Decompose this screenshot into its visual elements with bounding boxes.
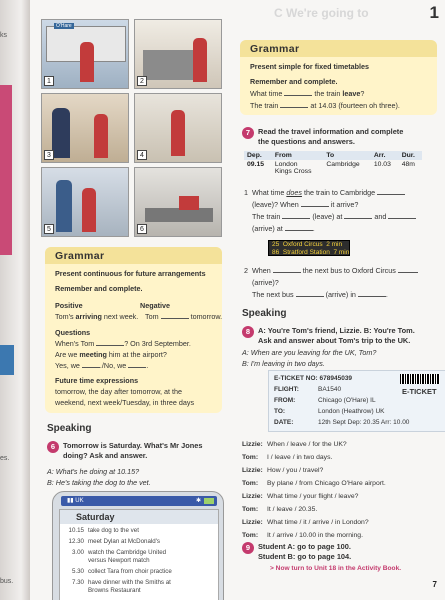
expressions-line: tomorrow, the day after tomorrow, at the	[55, 387, 183, 396]
answer-blank[interactable]	[82, 361, 100, 368]
answer-blank[interactable]	[344, 212, 372, 219]
dialogue-line: Tom: It / leave / 20.35.	[242, 506, 318, 513]
grammar-instruction: Remember and complete.	[250, 77, 338, 86]
grammar-line: What time the train leave?	[250, 89, 365, 98]
question-line: Are we meeting him at the airport?	[55, 350, 167, 359]
boy-figure	[80, 42, 94, 82]
negative-label: Negative	[140, 301, 170, 310]
exercise-number: 7	[242, 127, 254, 139]
diary-entry: 5.30 collect Tara from choir practice	[71, 568, 172, 575]
boy-figure	[94, 114, 108, 158]
exercise-number: 6	[47, 441, 59, 453]
dialogue-line: Lizzie: How / you / travel?	[242, 467, 324, 474]
timetable-cell: London Kings Cross	[274, 161, 312, 175]
station-banner: O'Hare	[56, 23, 72, 29]
question-line: (leave)? When it arrive?	[252, 200, 359, 209]
bluetooth-icon: ✱	[195, 498, 201, 504]
speaking-heading: Speaking	[242, 308, 287, 319]
illustration-panel	[134, 167, 222, 237]
example-b-line: B: I'm leaving in two days.	[242, 359, 325, 368]
bus-board-row: 25 Oxford Circus 2 min	[272, 241, 343, 248]
dialogue-line: Tom: I / leave / in two days.	[242, 454, 333, 461]
answer-blank[interactable]	[358, 290, 386, 297]
exercise-instruction: A: You're Tom's friend, Lizzie. B: You're Tom. Ask and answer about Tom's trip to the UK.	[258, 326, 415, 345]
barcode-icon	[400, 374, 440, 384]
prev-page-fragment: ks	[0, 32, 7, 39]
panel-number: 2	[137, 76, 147, 86]
diary-entry: 7.30 have dinner with the Smiths at	[71, 579, 171, 586]
short-answer-line: Yes, we ./No, we .	[55, 361, 149, 370]
answer-blank[interactable]	[388, 212, 416, 219]
question-line: 1 What time does the train to Cambridge	[244, 188, 405, 197]
expressions-label: Future time expressions	[55, 376, 139, 385]
illustration-panel	[41, 19, 129, 89]
ticket-row: FROM: Chicago (O'Hare) IL	[274, 397, 376, 404]
answer-blank[interactable]	[96, 339, 124, 346]
ticket-number: E-TICKET NO: 678945039	[274, 375, 353, 382]
previous-page-edge	[0, 0, 30, 600]
ticket-row: FLIGHT: BA1540	[274, 386, 342, 393]
timetable-cell: 10.03	[373, 161, 391, 168]
carrier-label: UK	[75, 498, 84, 504]
positive-label: Positive	[55, 301, 83, 310]
unit-number: 1	[429, 3, 439, 22]
timetable-cell: Cambridge	[326, 161, 360, 168]
panel-number: 3	[44, 150, 54, 160]
textbook-page	[30, 0, 445, 600]
grammar-title: Grammar	[250, 43, 300, 55]
phone-status-bar	[61, 496, 217, 506]
phone-screen	[59, 509, 219, 600]
panel-number: 6	[137, 224, 147, 234]
answer-line: The next bus (arrive) in .	[252, 290, 388, 299]
e-ticket	[268, 370, 445, 432]
timetable-header: Dep.	[244, 151, 272, 160]
boy-figure	[193, 38, 207, 82]
timetable-header: From	[272, 151, 324, 160]
ticket-row: TO: London (Heathrow) UK	[274, 408, 385, 415]
exercise-number: 9	[242, 542, 254, 554]
ticket-row: DATE: 12th Sept Dep: 20.35 Arr: 10.00	[274, 419, 410, 426]
grammar-line: The train at 14.03 (fourteen oh three).	[250, 101, 400, 110]
prev-page-blue-box	[0, 345, 14, 375]
diary-entry: 12.30 meet Dylan at McDonald's	[68, 538, 161, 545]
panel-number: 5	[44, 224, 54, 234]
page-number: 7	[432, 580, 437, 589]
speaking-heading: Speaking	[47, 423, 92, 434]
example-b-line: B: He's taking the dog to the vet.	[47, 478, 151, 487]
timetable-header: Arr.	[371, 151, 399, 160]
answer-blank[interactable]	[128, 361, 146, 368]
dialogue-line: Lizzie: What time / it / arrive / in London?	[242, 519, 369, 526]
boy-figure	[171, 110, 185, 156]
grammar-subtitle: Present continuous for future arrangements	[55, 269, 206, 278]
prev-page-pink-photo	[0, 85, 12, 255]
activity-book-link: > Now turn to Unit 18 in the Activity Book.	[270, 565, 402, 572]
dialogue-line: Tom: By plane / from Chicago O'Hare airport.	[242, 480, 386, 487]
man-figure	[56, 180, 72, 232]
answer-line: The train (leave) at and	[252, 212, 416, 221]
grammar-box-continuous	[45, 247, 222, 413]
answer-blank[interactable]	[377, 188, 405, 195]
eticket-label: E-TICKET	[402, 387, 437, 396]
positive-example: Tom's arriving next week.	[55, 312, 139, 321]
dialogue-line: Lizzie: What time / your flight / leave?	[242, 493, 359, 500]
checkin-desk	[143, 50, 193, 80]
battery-icon	[204, 498, 214, 504]
answer-blank[interactable]	[161, 312, 189, 319]
answer-blank[interactable]	[273, 266, 301, 273]
phone-diary	[52, 491, 224, 600]
prev-page-fragment: bus.	[0, 578, 14, 585]
diary-day: Saturday	[60, 510, 218, 524]
bus-departure-board	[268, 240, 350, 256]
bus-board-row: 86 Stratford Station 7 min	[272, 249, 350, 256]
diary-entry: versus Newport match	[88, 557, 150, 564]
question-line: When's Tom ? On 3rd September.	[55, 339, 191, 348]
questions-label: Questions	[55, 328, 91, 337]
diary-entry: 3.00 watch the Cambridge United	[71, 549, 167, 556]
illustration-panel	[41, 167, 129, 237]
answer-blank[interactable]	[296, 290, 324, 297]
grammar-title: Grammar	[55, 250, 105, 262]
exercise-instruction: Read the travel information and complete the questions and answers.	[258, 127, 404, 146]
example-a-line: A: When are you leaving for the UK, Tom?	[242, 348, 377, 357]
question-line: 2 When the next bus to Oxford Circus	[244, 266, 418, 275]
dialogue-line: Lizzie: When / leave / for the UK?	[242, 441, 347, 448]
timetable-header: To	[323, 151, 370, 160]
illustration-grid	[41, 19, 222, 237]
illustration-panel	[41, 93, 129, 163]
panel-number: 1	[44, 76, 54, 86]
exercise-number: 8	[242, 326, 254, 338]
answer-blank[interactable]	[284, 89, 312, 96]
exercise-instruction: Student A: go to page 100. Student B: go to page 104.	[258, 542, 352, 561]
timetable-cell: 48m	[401, 161, 415, 168]
ghost-heading: C We're going to	[274, 6, 369, 20]
signal-icon: ▮▮	[67, 498, 74, 504]
diary-entry: Browns Restaurant	[88, 587, 141, 594]
timetable-cell: 09.15	[247, 161, 265, 168]
answer-blank[interactable]	[301, 200, 329, 207]
illustration-panel	[134, 93, 222, 163]
grammar-subtitle: Present simple for fixed timetables	[250, 62, 370, 71]
prev-page-fragment: es.	[0, 455, 10, 462]
timetable-header: Dur.	[399, 151, 422, 160]
illustration-panel	[134, 19, 222, 89]
question-line: (arrive)?	[252, 278, 279, 287]
exercise-instruction: Tomorrow is Saturday. What's Mr Jones doing? Ask and answer.	[63, 441, 203, 460]
expressions-line: weekend, next week/Tuesday, in three days	[55, 398, 195, 407]
diary-entry: 10.15 take dog to the vet	[68, 527, 139, 534]
timetable-row	[244, 160, 422, 176]
example-a-line: A: What's he doing at 10.15?	[47, 467, 140, 476]
answer-line: (arrive) at .	[252, 224, 315, 233]
answer-blank[interactable]	[285, 224, 313, 231]
timetable-header-row	[244, 151, 422, 160]
boy-figure	[82, 188, 96, 232]
answer-blank[interactable]	[398, 266, 418, 273]
grammar-box-simple	[240, 40, 437, 115]
train-timetable	[244, 151, 422, 176]
answer-blank[interactable]	[280, 101, 308, 108]
officer-figure	[52, 108, 70, 158]
answer-blank[interactable]	[282, 212, 310, 219]
red-suitcase	[179, 196, 199, 210]
baggage-carousel	[145, 208, 213, 222]
panel-number: 4	[137, 150, 147, 160]
grammar-instruction: Remember and complete.	[55, 284, 143, 293]
negative-example: Tom tomorrow.	[145, 312, 223, 321]
dialogue-line: Tom: It / arrive / 10.00 in the morning.	[242, 532, 363, 539]
